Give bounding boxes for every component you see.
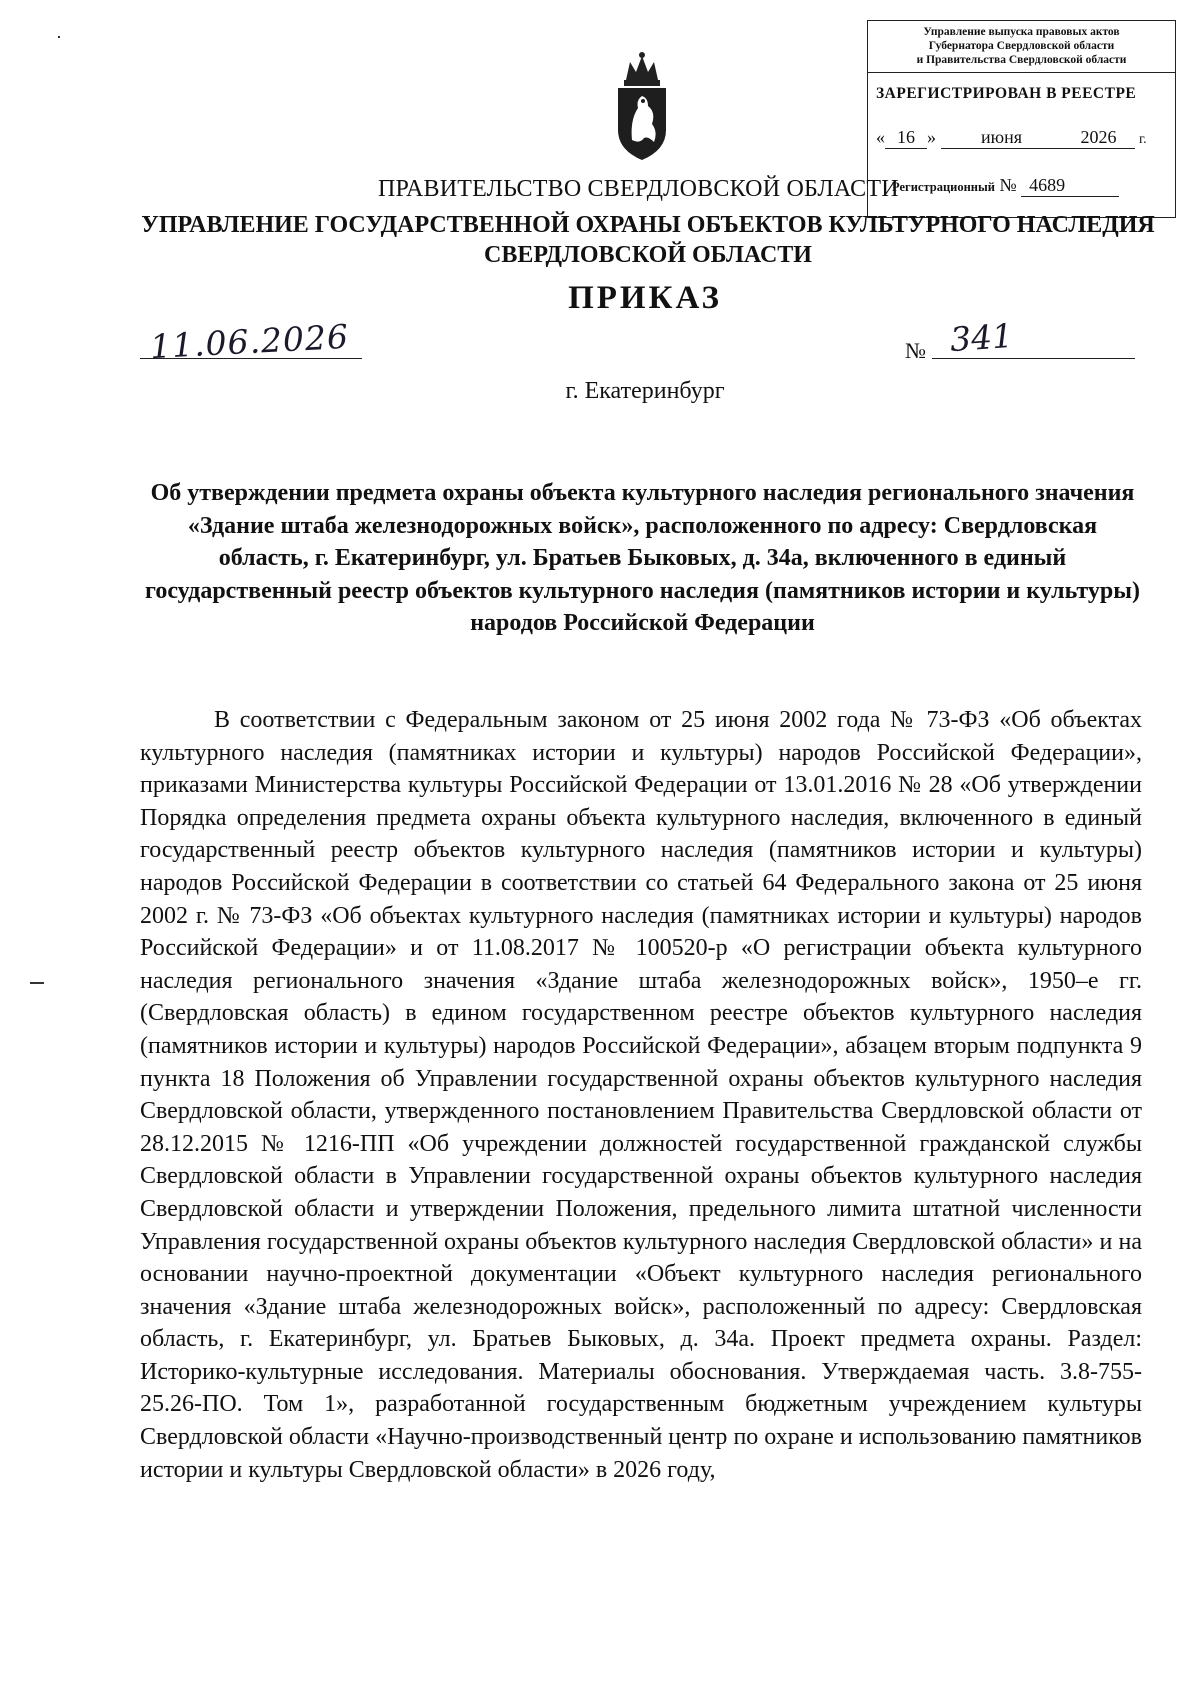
stamp-day: 16 <box>885 127 927 149</box>
order-date-underline <box>140 358 362 359</box>
registration-stamp <box>867 20 1176 218</box>
stamp-date <box>876 127 1147 149</box>
stamp-header-line: Губернатора Свердловской области <box>928 40 1115 52</box>
stamp-number-value: 4689 <box>1021 175 1119 197</box>
scan-mark <box>30 982 44 984</box>
stamp-open-quote: « <box>876 127 885 147</box>
stamp-no-sign: № <box>999 175 1017 195</box>
stamp-header-line: Управление выпуска правовых актов <box>923 26 1120 38</box>
stamp-header-line: и Правительства Свердловской области <box>916 54 1127 66</box>
order-subject: Об утверждении предмета охраны объекта культурного наследия регионального значения «Здание штаба железнодорожных войск», расположенного по адресу: Свердловская область, г. Екатеринбург, ул. Братьев Быковых, д. 34а, включенного в единый государственный реестр объектов культурного наследия (памятников истории и культуры) народов Российской Федерации <box>145 480 1140 637</box>
order-date: 11.06.2026 <box>149 316 350 367</box>
stamp-reg-label: Регистрационный <box>892 180 995 194</box>
coat-of-arms-icon <box>612 50 672 162</box>
stamp-registered-text: ЗАРЕГИСТРИРОВАН В РЕЕСТРЕ <box>876 85 1137 102</box>
stamp-month: июня <box>941 127 1063 149</box>
stamp-close-quote: » <box>927 127 936 147</box>
government-title: ПРАВИТЕЛЬСТВО СВЕРДЛОВСКОЙ ОБЛАСТИ <box>378 176 899 202</box>
scan-mark <box>58 36 60 38</box>
stamp-header <box>868 21 1175 73</box>
document-type: ПРИКАЗ <box>568 280 722 316</box>
order-number: 341 <box>948 315 1015 360</box>
stamp-year: 2026 <box>1063 127 1135 149</box>
order-body-paragraph: В соответствии с Федеральным законом от 25 июня 2002 года № 73-ФЗ «Об объектах культурного наследия (памятниках истории и культуры) народов Российской Федерации», приказами Министерства культуры Российской Федерации от 13.01.2016 № 28 «Об утверждении Порядка определения предмета охраны объекта культурного наследия, включенного в единый государственный реестр объектов культурного наследия (памятников истории и культуры) народов Российской Федерации в соответствии со статьей 64 Федерального закона от 25 июня 2002 г. № 73-ФЗ «Об объектах культурного наследия (памятниках истории и культуры) народов Российской Федерации» и от 11.08.2017 № 100520-р «О регистрации объекта культурного наследия регионального значения «Здание штаба железнодорожных войск», 1950–е гг. (Свердловская область) в едином государственном реестре объектов культурного наследия (памятников истории и культуры) народов Российской Федерации», абзацем вторым подпункта 9 пункта 18 Положения об Управлении государственной охраны объектов культурного наследия Свердловской области, утвержденного постановлением Правительства Свердловской области от 28.12.2015 № 1216-ПП «Об учреждении должностей государственной гражданской службы Свердловской области в Управлении государственной охраны объектов культурного наследия Свердловской области и утверждении Положения, предельного лимита штатной численности Управления государственной охраны объектов культурного наследия Свердловской области» и на основании научно-проектной документации «Объект культурного наследия регионального значения «Здание штаба железнодорожных войск», расположенный по адресу: Свердловская область, г. Екатеринбург, ул. Братьев Быковых, д. 34а. Проект предмета охраны. Раздел: Историко-культурные исследования. Материалы обоснования. Утверждаемая часть. 3.8-755-25.26-ПО. Том 1», разработанной государственным бюджетным учреждением культуры Свердловской области «Научно-производственный центр по охране и использованию памятников истории и культуры Свердловской области» в 2026 году, <box>140 707 1142 1483</box>
stamp-year-suffix: г. <box>1139 132 1147 147</box>
order-city: г. Екатеринбург <box>565 378 725 404</box>
order-number-label: № <box>905 338 926 363</box>
order-number-underline <box>932 358 1135 359</box>
department-title-line: УПРАВЛЕНИЕ ГОСУДАРСТВЕННОЙ ОХРАНЫ ОБЪЕКТОВ КУЛЬТУРНОГО НАСЛЕДИЯ <box>141 212 1155 238</box>
stamp-reg-number <box>892 175 1119 197</box>
department-title <box>140 210 1156 270</box>
department-title-line: СВЕРДЛОВСКОЙ ОБЛАСТИ <box>484 242 812 268</box>
